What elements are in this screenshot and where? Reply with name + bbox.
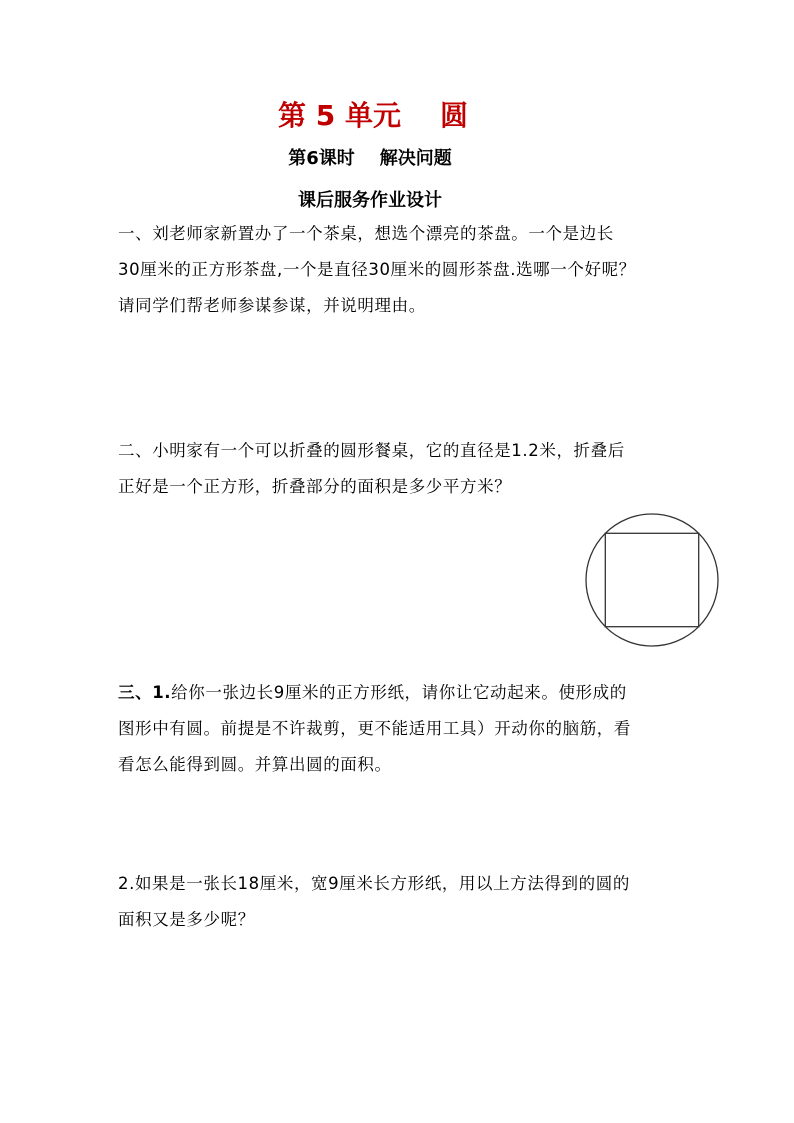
question-2-line-2: 正好是一个正方形，折叠部分的面积是多少平方米？ <box>118 477 512 496</box>
lesson-subtitle: 第6课时 解决问题 <box>288 148 452 169</box>
unit-title: 第 5 单元 圆 <box>278 99 468 132</box>
question-4-line-2: 面积又是多少呢？ <box>118 910 255 929</box>
question-3-label: 三、1. <box>118 683 172 702</box>
question-2-line-1: 二、小明家有一个可以折叠的圆形餐桌，它的直径是1.2米，折叠后 <box>118 441 625 460</box>
question-1-line-3: 请同学们帮老师参谋参谋，并说明理由。 <box>118 296 426 315</box>
circle-square-figure <box>584 512 720 648</box>
question-3-line-3: 看怎么能得到圆。并算出圆的面积。 <box>118 755 392 774</box>
worksheet-heading: 课后服务作业设计 <box>298 190 442 211</box>
question-2 <box>118 433 678 505</box>
question-1-line-1: 一、刘老师家新置办了一个茶桌，想选个漂亮的茶盘。一个是边长 <box>118 224 614 243</box>
question-3-part-2 <box>118 866 678 938</box>
question-1-line-2: 30厘米的正方形茶盘,一个是直径30厘米的圆形茶盘.选哪一个好呢？ <box>118 260 636 279</box>
question-3-line-1 <box>118 675 678 711</box>
question-1 <box>118 216 678 324</box>
question-3-line-1-text: 给你一张边长9厘米的正方形纸，请你让它动起来。使形成的 <box>171 683 627 702</box>
question-3-line-2: 图形中有圆。前提是不许裁剪，更不能适用工具）开动你的脑筋，看 <box>118 719 631 738</box>
question-4-line-1: 2.如果是一张长18厘米，宽9厘米长方形纸，用以上方法得到的圆的 <box>118 874 630 893</box>
folded-square <box>605 533 698 626</box>
question-3-part-1 <box>118 675 678 783</box>
